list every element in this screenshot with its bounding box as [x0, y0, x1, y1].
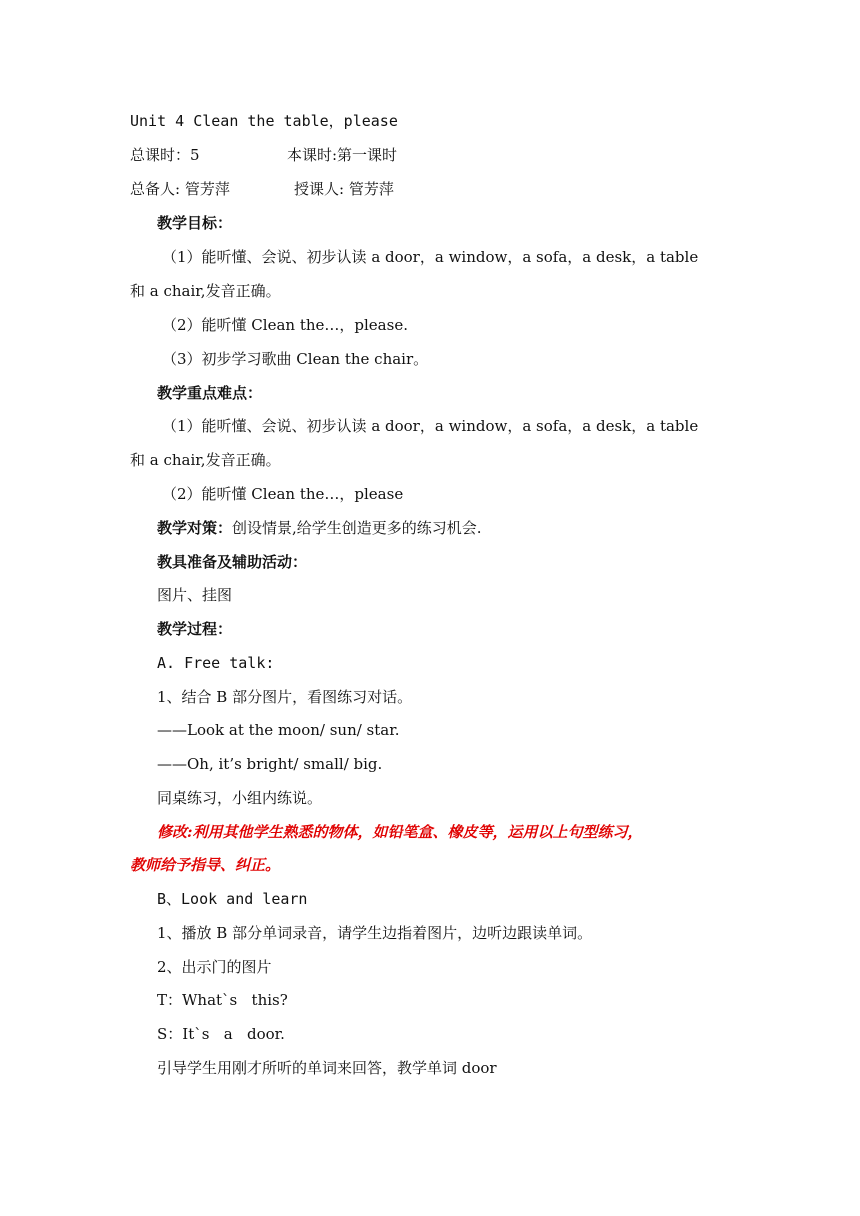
- teacher: 授课人: 管芳萍: [294, 180, 394, 198]
- section-a-step1: 1、结合 B 部分图片，看图练习对话。: [157, 688, 413, 706]
- section-a-dialog2: ——Oh, it’s bright/ small/ big.: [157, 755, 383, 773]
- key-points-item1-line1: （1）能听懂、会说、初步认读 a door，a window，a sofa，a desk，a table: [162, 417, 699, 435]
- key-points-item2: （2）能听懂 Clean the…，please: [162, 485, 404, 503]
- section-a-practice: 同桌练习，小组内练说。: [157, 789, 323, 807]
- materials-text: 图片、挂图: [157, 586, 233, 604]
- section-b-teacher-line: T：What`s this?: [157, 991, 288, 1009]
- section-a-title: A. Free talk:: [157, 654, 275, 672]
- revision-note-line1: 修改:利用其他学生熟悉的物体，如铅笔盒、橡皮等，运用以上句型练习，: [157, 823, 643, 841]
- process-heading: 教学过程：: [157, 620, 233, 638]
- section-b-step1: 1、播放 B 部分单词录音，请学生边指着图片，边听边跟读单词。: [157, 924, 593, 942]
- strategy-text: 创设情景,给学生创造更多的练习机会.: [232, 519, 482, 537]
- section-b-step2: 2、出示门的图片: [157, 958, 272, 976]
- document-title: Unit 4 Clean the table，please: [130, 112, 398, 130]
- section-a-dialog1: ——Look at the moon/ sun/ star.: [157, 721, 400, 739]
- key-points-heading: 教学重点难点：: [157, 384, 263, 402]
- objectives-item2: （2）能听懂 Clean the…，please.: [162, 316, 408, 334]
- total-lessons: 总课时：5: [130, 146, 200, 164]
- objectives-heading: 教学目标：: [157, 214, 233, 232]
- preparer: 总备人: 管芳萍: [130, 180, 230, 198]
- strategy-line: [157, 518, 482, 538]
- strategy-heading: 教学对策：: [157, 519, 233, 537]
- section-b-guide: 引导学生用刚才所听的单词来回答，教学单词 door: [157, 1059, 497, 1077]
- objectives-item1-line2: 和 a chair,发音正确。: [130, 282, 281, 300]
- section-b-title: B、Look and learn: [157, 890, 308, 908]
- current-lesson: 本课时:第一课时: [287, 146, 398, 164]
- section-b-student-line: S：It`s a door.: [157, 1025, 285, 1043]
- materials-heading: 教具准备及辅助活动：: [157, 553, 308, 571]
- revision-note-line2: 教师给予指导、纠正。: [130, 856, 281, 874]
- objectives-item1-line1: （1）能听懂、会说、初步认读 a door，a window，a sofa，a desk，a table: [162, 248, 699, 266]
- objectives-item3: （3）初步学习歌曲 Clean the chair。: [162, 350, 429, 368]
- key-points-item1-line2: 和 a chair,发音正确。: [130, 451, 281, 469]
